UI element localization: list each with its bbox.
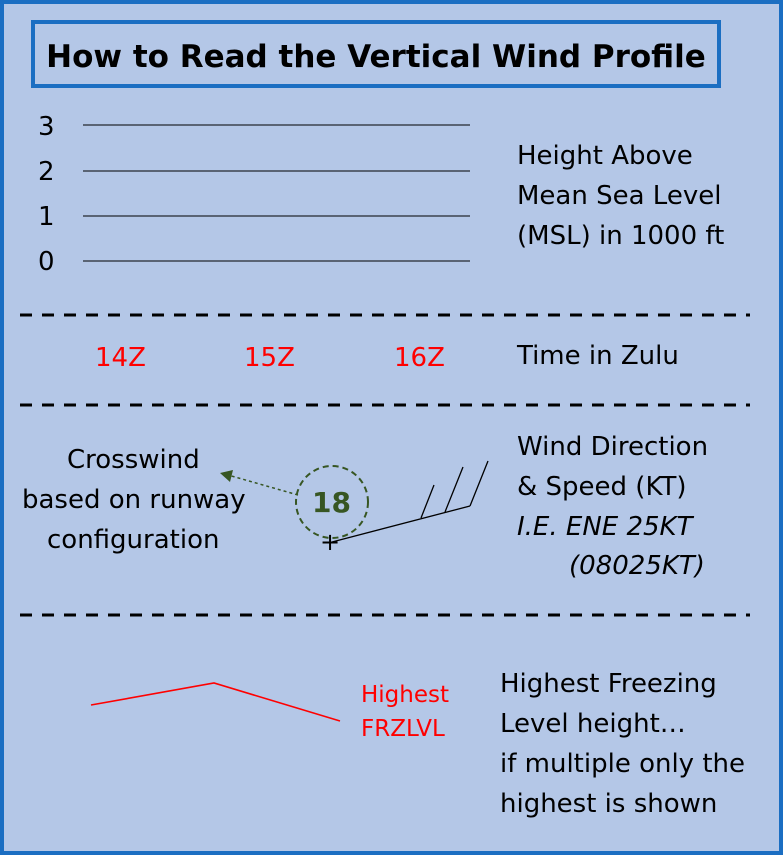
crosswind-pointer: [228, 475, 298, 495]
crosswind-circle: [296, 466, 368, 538]
crosswind-label-line-3: configuration: [47, 525, 220, 555]
wind-legend-code: (08025KT): [569, 551, 705, 581]
freezing-legend-line-2: Level height…: [500, 709, 686, 739]
crosswind-label-line-1: Crosswind: [67, 445, 200, 475]
time-label-16z: 16Z: [394, 343, 445, 373]
time-label-14z: 14Z: [95, 343, 146, 373]
wind-legend-example: I.E. ENE 25KT: [517, 512, 693, 542]
freezing-label-line-1: Highest: [361, 682, 450, 708]
page-title: How to Read the Vertical Wind Profile: [46, 39, 706, 75]
height-legend-line-3: (MSL) in 1000 ft: [517, 221, 725, 251]
time-label-15z: 15Z: [244, 343, 295, 373]
freezing-legend-line-3: if multiple only the: [500, 749, 746, 779]
station-marker: +: [320, 528, 341, 556]
freezing-legend-line-1: Highest Freezing: [500, 669, 717, 699]
height-tick-1: 1: [38, 202, 55, 232]
wind-legend-line-2: & Speed (KT): [517, 472, 687, 502]
height-legend-line-2: Mean Sea Level: [517, 181, 722, 211]
freezing-label-line-2: FRZLVL: [361, 716, 445, 742]
wind-barb-shaft: [332, 506, 470, 542]
height-tick-2: 2: [38, 157, 55, 187]
height-tick-0: 0: [38, 247, 55, 277]
crosswind-label-line-2: based on runway: [22, 485, 246, 515]
wind-barb-flag-1: [470, 461, 488, 506]
freezing-level-line: [91, 683, 340, 721]
freezing-legend-line-4: highest is shown: [500, 789, 718, 819]
height-tick-3: 3: [38, 112, 55, 142]
crosswind-value: 18: [312, 486, 351, 519]
wind-legend-line-1: Wind Direction: [517, 432, 709, 462]
wind-barb-flag-2: [445, 467, 463, 512]
time-legend: Time in Zulu: [517, 341, 679, 371]
crosswind-arrowhead: [220, 470, 233, 482]
height-legend-line-1: Height Above: [517, 141, 693, 171]
wind-barb-flag-3: [421, 485, 434, 518]
